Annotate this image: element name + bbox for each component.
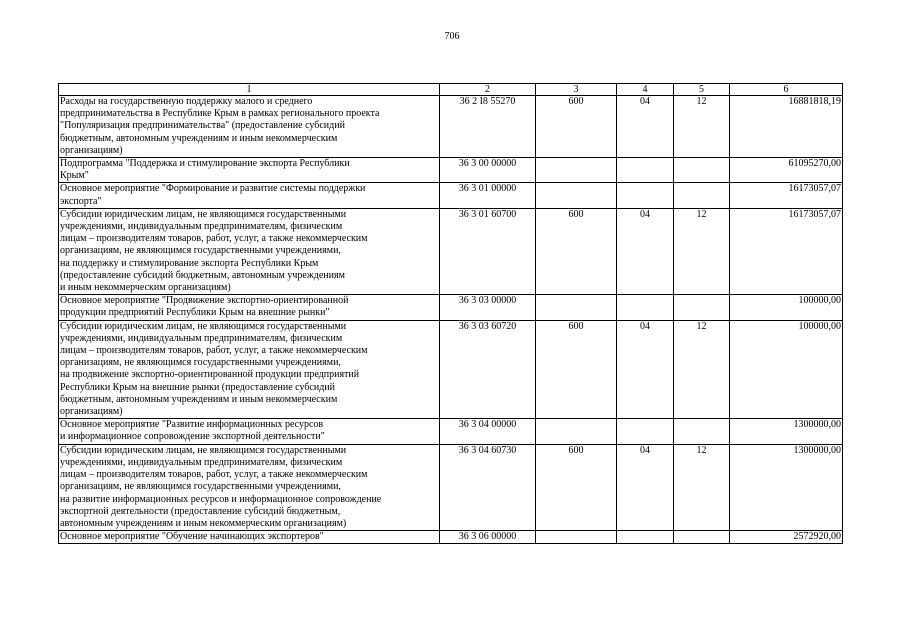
row-name-cell — [59, 320, 440, 419]
row-subsection-cell — [674, 531, 730, 544]
row-name-line: экспортной деятельности (предоставление субсидий бюджетным, — [60, 505, 341, 517]
row-section-cell — [617, 158, 674, 183]
row-name-line: организациям, не являющимся государственными учреждениями, — [60, 357, 341, 369]
row-name-line: и иным некоммерческим организациям) — [60, 282, 231, 294]
row-name-line: Крым" — [60, 170, 89, 182]
row-code-cell: 36 3 00 00000 — [440, 158, 536, 183]
row-name-line: и информационное сопровождение экспортной деятельности" — [60, 431, 325, 443]
row-section-cell: 04 — [617, 96, 674, 158]
row-name-line: лицам – производителям товаров, работ, услуг, а также некоммерческим — [60, 345, 368, 357]
table-row — [59, 531, 843, 544]
row-name-line: экспорта" — [60, 195, 102, 207]
row-sum-cell: 1300000,00 — [730, 444, 843, 530]
row-code-cell: 36 3 01 00000 — [440, 183, 536, 208]
row-expense-type-cell: 600 — [536, 96, 617, 158]
row-subsection-cell — [674, 295, 730, 320]
row-code-cell: 36 3 04 60730 — [440, 444, 536, 530]
header-col-2: 2 — [440, 84, 536, 96]
row-name-line: Подпрограмма "Поддержка и стимулирование экспорта Республики — [60, 158, 350, 170]
row-name-line: Расходы на государственную поддержку малого и среднего — [60, 96, 313, 107]
row-sum-cell: 100000,00 — [730, 320, 843, 419]
row-name-cell — [59, 183, 440, 208]
row-name-line: Основное мероприятие "Обучение начинающих экспортеров" — [60, 531, 324, 543]
row-expense-type-cell: 600 — [536, 320, 617, 419]
header-row — [59, 84, 843, 96]
row-name-cell — [59, 158, 440, 183]
row-name-line: (предоставление субсидий бюджетным, автономным учреждениям — [60, 269, 345, 281]
row-expense-type-cell — [536, 295, 617, 320]
row-name-line: Основное мероприятие "Развитие информационных ресурсов — [60, 419, 324, 431]
header-col-5: 5 — [674, 84, 730, 96]
row-name-cell — [59, 444, 440, 530]
row-subsection-cell — [674, 183, 730, 208]
row-subsection-cell: 12 — [674, 320, 730, 419]
row-code-cell: 36 3 06 00000 — [440, 531, 536, 544]
table-row — [59, 183, 843, 208]
row-name-line: учреждениями, индивидуальным предпринимателям, физическим — [60, 221, 343, 233]
table-header — [59, 84, 843, 96]
header-col-1: 1 — [59, 84, 440, 96]
row-sum-cell: 61095270,00 — [730, 158, 843, 183]
row-section-cell — [617, 419, 674, 444]
row-name-line: организациям, не являющимся государственными учреждениями, — [60, 481, 341, 493]
row-section-cell: 04 — [617, 208, 674, 294]
row-section-cell — [617, 183, 674, 208]
row-code-cell: 36 3 01 60700 — [440, 208, 536, 294]
row-name-cell — [59, 208, 440, 294]
row-name-line: учреждениями, индивидуальным предпринимателям, физическим — [60, 332, 343, 344]
row-expense-type-cell — [536, 183, 617, 208]
row-name-line: Субсидии юридическим лицам, не являющимся государственными — [60, 208, 347, 220]
header-col-3: 3 — [536, 84, 617, 96]
table-row — [59, 419, 843, 444]
table-row — [59, 208, 843, 294]
row-expense-type-cell: 600 — [536, 208, 617, 294]
row-name-line: Субсидии юридическим лицам, не являющимся государственными — [60, 320, 347, 332]
row-name-cell — [59, 531, 440, 544]
row-name-line: на поддержку и стимулирование экспорта Республики Крым — [60, 257, 319, 269]
row-name-line: Республики Крым на внешние рынки (предоставление субсидий — [60, 381, 336, 393]
row-name-cell — [59, 419, 440, 444]
row-code-cell: 36 3 03 60720 — [440, 320, 536, 419]
row-sum-cell: 16173057,07 — [730, 208, 843, 294]
row-name-line: лицам – производителям товаров, работ, услуг, а также некоммерческим — [60, 469, 368, 481]
row-name-line: организациям) — [60, 406, 123, 418]
row-name-line: на развитие информационных ресурсов и информационное сопровождение — [60, 493, 382, 505]
table-row — [59, 295, 843, 320]
row-name-cell — [59, 295, 440, 320]
row-subsection-cell: 12 — [674, 444, 730, 530]
row-name-line: организациям) — [60, 144, 123, 156]
table-row — [59, 320, 843, 419]
row-sum-cell: 16881818,19 — [730, 96, 843, 158]
header-col-6: 6 — [730, 84, 843, 96]
row-name-line: Субсидии юридическим лицам, не являющимся государственными — [60, 444, 347, 456]
row-name-line: организациям, не являющимся государственными учреждениями, — [60, 245, 341, 257]
row-expense-type-cell: 600 — [536, 444, 617, 530]
row-name-line: на продвижение экспортно-ориентированной продукции предприятий — [60, 369, 360, 381]
row-code-cell: 36 2 I8 55270 — [440, 96, 536, 158]
row-name-line: "Популяризация предпринимательства" (предоставление субсидий — [60, 120, 345, 132]
row-name-line: бюджетным, автономным учреждениям и иным некоммерческим — [60, 393, 338, 405]
row-subsection-cell — [674, 158, 730, 183]
row-section-cell: 04 — [617, 444, 674, 530]
row-name-line: автономным учреждениям и иным некоммерческим организациям) — [60, 517, 347, 529]
row-code-cell: 36 3 04 00000 — [440, 419, 536, 444]
row-code-cell: 36 3 03 00000 — [440, 295, 536, 320]
table-row — [59, 444, 843, 530]
table-row — [59, 96, 843, 158]
row-subsection-cell — [674, 419, 730, 444]
row-expense-type-cell — [536, 419, 617, 444]
row-expense-type-cell — [536, 158, 617, 183]
row-name-line: предпринимательства в Республике Крым в рамках регионального проекта — [60, 108, 380, 120]
row-section-cell — [617, 295, 674, 320]
table-body — [59, 96, 843, 544]
row-section-cell: 04 — [617, 320, 674, 419]
row-sum-cell: 16173057,07 — [730, 183, 843, 208]
row-expense-type-cell — [536, 531, 617, 544]
table-row — [59, 158, 843, 183]
row-subsection-cell: 12 — [674, 96, 730, 158]
row-sum-cell: 100000,00 — [730, 295, 843, 320]
row-section-cell — [617, 531, 674, 544]
row-name-line: Основное мероприятие "Формирование и развитие системы поддержки — [60, 183, 366, 195]
row-name-line: продукции предприятий Республики Крым на внешние рынки" — [60, 307, 330, 319]
row-name-line: лицам – производителям товаров, работ, услуг, а также некоммерческим — [60, 233, 368, 245]
row-subsection-cell: 12 — [674, 208, 730, 294]
header-col-4: 4 — [617, 84, 674, 96]
row-sum-cell: 2572920,00 — [730, 531, 843, 544]
row-sum-cell: 1300000,00 — [730, 419, 843, 444]
row-name-line: бюджетным, автономным учреждениям и иным некоммерческим — [60, 132, 338, 144]
page-number: 706 — [444, 31, 460, 42]
row-name-cell — [59, 96, 440, 158]
row-name-line: Основное мероприятие "Продвижение экспортно-ориентированной — [60, 295, 349, 307]
budget-table — [58, 83, 843, 544]
row-name-line: учреждениями, индивидуальным предпринимателям, физическим — [60, 456, 343, 468]
